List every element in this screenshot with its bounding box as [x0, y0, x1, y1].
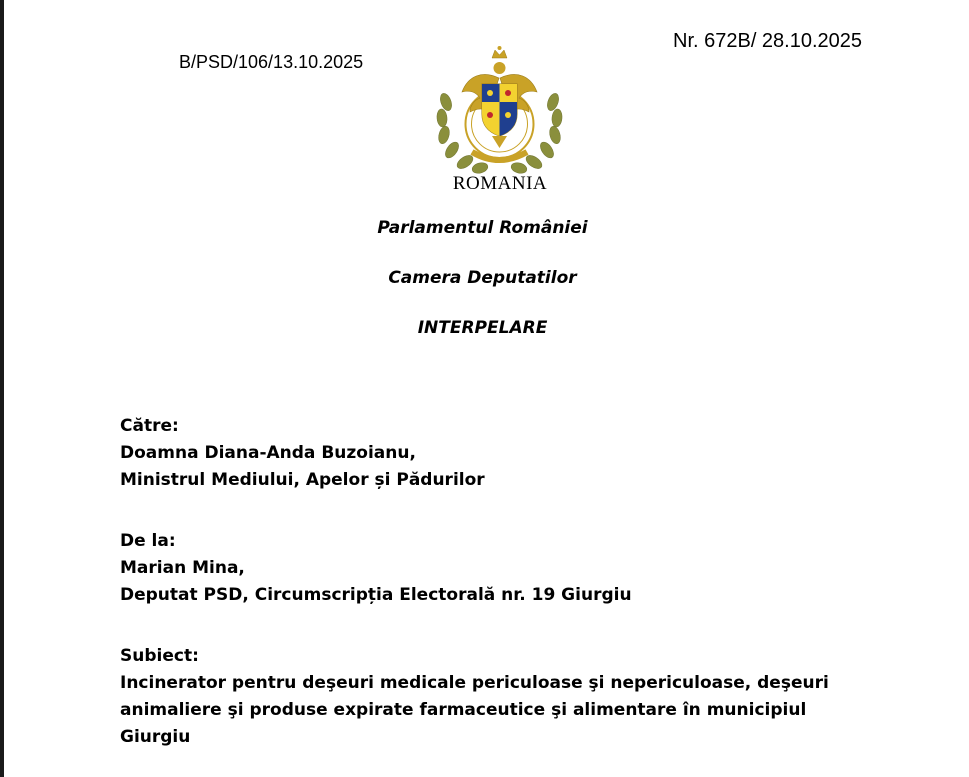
- page-left-edge: [0, 0, 4, 777]
- coat-of-arms-icon: [432, 40, 567, 180]
- subject-label: Subiect:: [120, 646, 199, 666]
- subject-line: Giurgiu: [120, 727, 191, 747]
- recipient-role: Ministrul Mediului, Apelor și Pădurilor: [120, 470, 485, 490]
- sender-block: [120, 528, 632, 609]
- subject-line: Incinerator pentru deşeuri medicale periculoase şi nepericuloase, deşeuri: [120, 673, 829, 693]
- sender-role: Deputat PSD, Circumscripția Electorală nr. 19 Giurgiu: [120, 585, 632, 605]
- sender-label: De la:: [120, 531, 176, 551]
- chamber-heading: Camera Deputatilor: [388, 268, 577, 288]
- registration-number-left: B/PSD/106/13.10.2025: [179, 52, 364, 72]
- subject-line: animaliere şi produse expirate farmaceutice şi alimentare în municipiul: [120, 700, 807, 720]
- document-type-heading: INTERPELARE: [417, 318, 548, 338]
- parliament-heading: Parlamentul României: [377, 218, 588, 238]
- registration-number-right: Nr. 672B/ 28.10.2025: [673, 30, 863, 52]
- subject-block: [120, 643, 829, 751]
- recipient-label: Către:: [120, 416, 179, 436]
- sender-name: Marian Mina,: [120, 558, 245, 578]
- recipient-block: [120, 413, 485, 494]
- recipient-name: Doamna Diana-Anda Buzoianu,: [120, 443, 416, 463]
